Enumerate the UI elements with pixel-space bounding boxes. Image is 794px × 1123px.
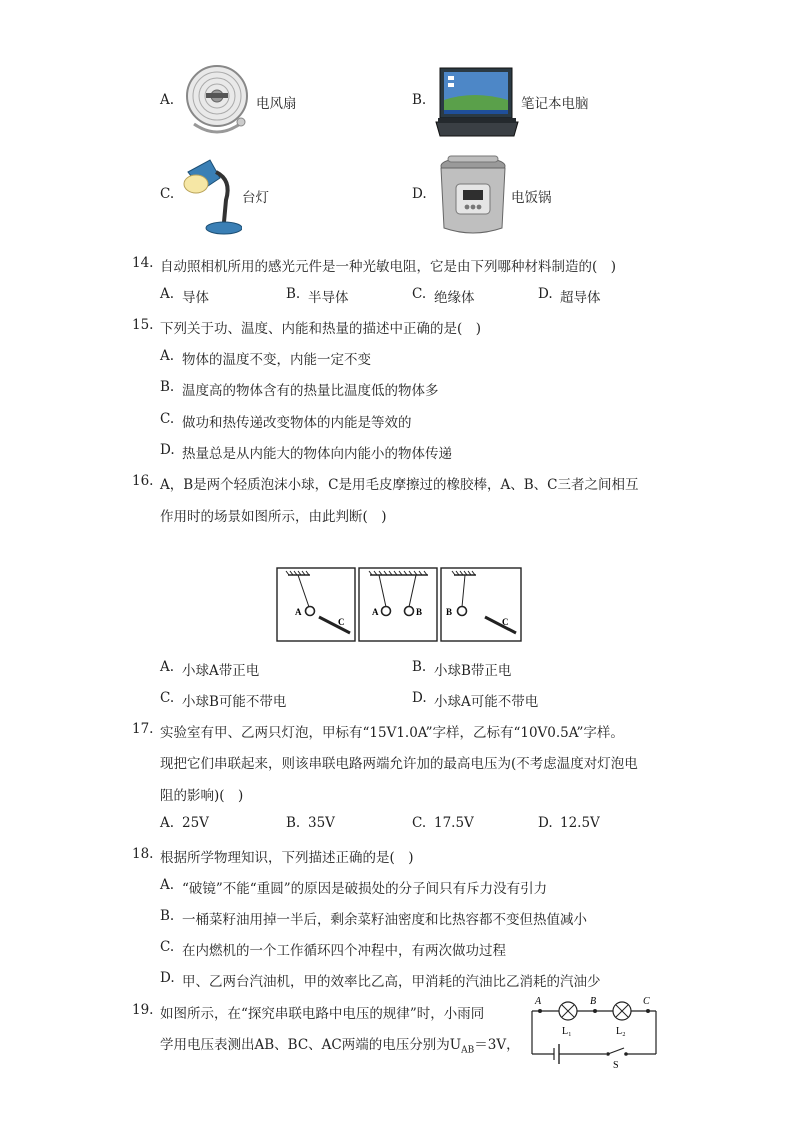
option-letter: A. [160,92,175,108]
question-stem-line2: 学用电压表测出AB、BC、AC两端的电压分别为$U_{AB}=3V$， [160,1037,520,1056]
label-b: B [416,607,423,617]
option-text: 甲、乙两台汽油机，甲的效率比乙高，甲消耗的汽油比乙消耗的汽油少 [182,974,601,990]
option-letter: D. [412,690,427,706]
label-b: B [590,996,597,1007]
label-c: C [643,996,650,1007]
option-text: 小球A带正电 [182,663,260,679]
option-text: 一桶菜籽油用掉一半后，剩余菜籽油密度和比热容都不变但热值减小 [182,912,587,928]
question-stem-line1: A，B是两个轻质泡沫小球，C是用毛皮摩擦过的橡胶棒，A、B、C三者之间相互 [160,477,639,493]
question-stem-line1: 如图所示，在“探究串联电路中电压的规律”时，小雨同 [160,1006,485,1022]
question-stem-line2: 现把它们串联起来，则该串联电路两端允许加的最高电压为(不考虑温度对灯泡电 [160,756,638,772]
option-text: 12.5V [560,815,600,831]
option-letter: B. [160,908,175,924]
label-b: B [446,607,453,617]
option-text: 绝缘体 [434,290,475,306]
question-number: 17. [132,721,154,737]
option-text: 物体的温度不变，内能一定不变 [182,352,371,368]
option-letter: C. [160,690,175,706]
option-letter: C. [412,286,427,302]
subscript: AB [461,1045,475,1056]
laptop-icon [434,66,520,140]
electric-fan-icon [184,62,254,140]
option-letter: D. [538,286,553,302]
option-letter: B. [286,286,301,302]
option-text: 25V [182,815,209,831]
option-text: 台灯 [242,190,269,206]
rice-cooker-icon [436,154,510,238]
option-text: 超导体 [560,290,601,306]
option-text: 半导体 [308,290,349,306]
label-c: C [502,617,509,627]
label-c: C [338,617,345,627]
label-l1: L₁ [562,1026,572,1037]
option-text: 小球B带正电 [434,663,512,679]
series-circuit-diagram [526,996,664,1070]
question-stem-line1: 实验室有甲、乙两只灯泡，甲标有“15V1.0A”字样，乙标有“10V0.5A”字样。 [160,725,624,741]
option-letter: B. [412,659,427,675]
option-letter: D. [538,815,553,831]
option-letter: A. [160,877,175,893]
question-stem-line2: 作用时的场景如图所示，由此判断( ) [160,509,387,525]
option-letter: A. [160,659,175,675]
option-text: 热量总是从内能大的物体向内能小的物体传递 [182,446,452,462]
label-s: S [613,1060,619,1070]
option-text: 小球A可能不带电 [434,694,539,710]
option-text: 35V [308,815,335,831]
option-letter: C. [412,815,427,831]
option-letter: D. [412,186,427,202]
question-number: 18. [132,846,154,862]
option-letter: C. [160,411,175,427]
question-number: 14. [132,255,154,271]
option-letter: B. [412,92,427,108]
option-text: “破镜”不能“重圆”的原因是破损处的分子间只有斥力没有引力 [182,881,548,897]
label-a: A [535,996,542,1007]
question-stem: 下列关于功、温度、内能和热量的描述中正确的是( ) [160,321,482,337]
option-text: 17.5V [434,815,474,831]
option-letter: A. [160,286,175,302]
option-letter: A. [160,348,175,364]
label-l2: L₂ [616,1026,626,1037]
option-text: 电风扇 [256,96,297,112]
option-letter: C. [160,939,175,955]
option-letter: C. [160,186,175,202]
option-text: 导体 [182,290,209,306]
question-number: 19. [132,1002,154,1018]
option-text: 小球B可能不带电 [182,694,287,710]
option-text: 电饭锅 [511,190,552,206]
question-number: 15. [132,317,154,333]
question-stem: 自动照相机所用的感光元件是一种光敏电阻，它是由下列哪种材料制造的( ) [160,259,617,275]
option-letter: B. [160,379,175,395]
charged-balls-figure [276,567,524,643]
question-number: 16. [132,473,154,489]
option-letter: B. [286,815,301,831]
option-letter: A. [160,815,175,831]
option-text: 温度高的物体含有的热量比温度低的物体多 [182,383,439,399]
option-letter: D. [160,442,175,458]
option-text: 做功和热传递改变物体的内能是等效的 [182,415,412,431]
question-stem: 根据所学物理知识，下列描述正确的是( ) [160,850,414,866]
desk-lamp-icon [180,156,242,238]
option-text: 在内燃机的一个工作循环四个冲程中，有两次做功过程 [182,943,506,959]
label-a: A [372,607,379,617]
option-text: 笔记本电脑 [521,96,589,112]
question-stem-line3: 阻的影响)( ) [160,788,244,804]
option-letter: D. [160,970,175,986]
label-a: A [295,607,302,617]
